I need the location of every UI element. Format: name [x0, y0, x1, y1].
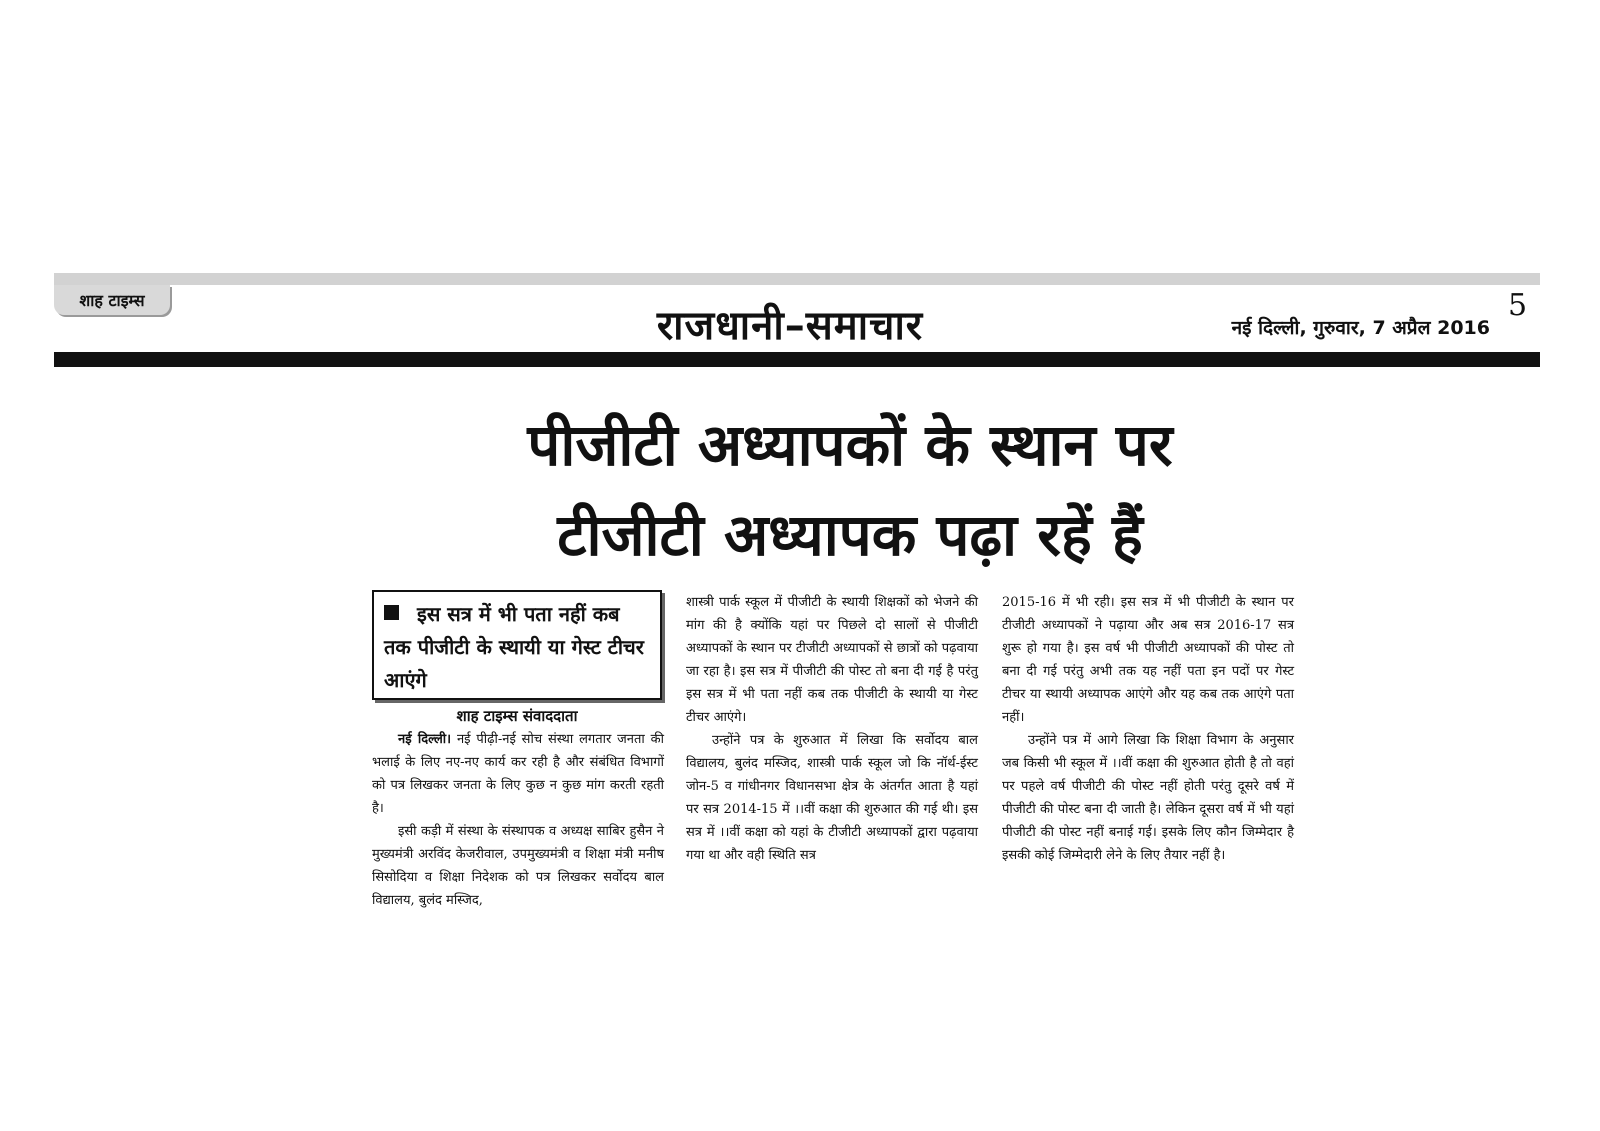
kicker-box [372, 590, 662, 700]
paragraph: शास्त्री पार्क स्कूल में पीजीटी के स्थायी शिक्षकों को भेजने की मांग की है क्योंकि यहां पर पिछले दो सालों से पीजीटी अध्यापकों के स्थान पर टीजीटी अध्यापकों से छात्रों को पढ़वाया जा रहा है। इस सत्र में पीजीटी की पोस्ट तो बना दी गई है परंतु इस सत्र में भी पता नहीं कब तक पीजीटी के स्थायी या गेस्ट टीचर आएंगे। [686, 595, 978, 725]
paragraph [372, 728, 664, 820]
brand-name: शाह टाइम्स [79, 291, 145, 310]
section-title: राजधानी–समाचार [656, 303, 924, 349]
paragraph: उन्होंने पत्र में आगे लिखा कि शिक्षा विभाग के अनुसार जब किसी भी स्कूल में ।।वीं कक्षा की शुरुआत होती है तो वहां पर पहले वर्ष पीजीटी की पोस्ट नहीं होती परंतु दूसरे वर्ष में पीजीटी की पोस्ट बना दी जाती है। लेकिन दूसरा वर्ष में भी यहां पीजीटी की पोस्ट नहीं बनाई गई। इसके लिए कौन जिम्मेदार है इसकी कोई जिम्मेदारी लेने के लिए तैयार नहीं है। [1002, 733, 1294, 863]
dateline: नई दिल्ली, गुरुवार, 7 अप्रैल 2016 [1231, 317, 1490, 339]
paragraph-text: नई पीढ़ी-नई सोच संस्था लगतार जनता की भलाई के लिए नए-नए कार्य कर रही है और संबंधित विभागों को पत्र लिखकर जनता के लिए कुछ न कुछ मांग करती रहती है। [372, 732, 664, 816]
byline: शाह टाइम्स संवाददाता [456, 707, 578, 725]
paragraph: उन्होंने पत्र के शुरुआत में लिखा कि सर्वोदय बाल विद्यालय, बुलंद मस्जिद, शास्त्री पार्क स्कूल जो कि नॉर्थ-ईस्ट जोन-5 व गांधीनगर विधानसभा क्षेत्र के अंतर्गत आता है यहां पर सत्र 2014-15 में ।।वीं कक्षा की शुरुआत की गई थी। इस सत्र में ।।वीं कक्षा को यहां के टीजीटी अध्यापकों द्वारा पढ़वाया गया था और वही स्थिति सत्र [686, 733, 978, 863]
paragraph: 2015-16 में भी रही। इस सत्र में भी पीजीटी के स्थान पर टीजीटी अध्यापकों ने पढ़ाया और अब सत्र 2016-17 सत्र शुरू हो गया है। इस वर्ष भी पीजीटी अध्यापकों की पोस्ट तो बना दी गई परंतु अभी तक यह नहीं पता इन पदों पर गेस्ट टीचर या स्थायी अध्यापक आएंगे और यह कब तक आएंगे पता नहीं। [1002, 595, 1294, 725]
headline-line-2: टीजीटी अध्यापक पढ़ा रहें हैं [557, 501, 1143, 569]
paragraph: इसी कड़ी में संस्था के संस्थापक व अध्यक्ष साबिर हुसैन ने मुख्यमंत्री अरविंद केजरीवाल, उपमुख्यमंत्री व शिक्षा मंत्री मनीष सिसोदिया व शिक्षा निदेशक को पत्र लिखकर सर्वोदय बाल विद्यालय, बुलंद मस्जिद, [372, 824, 664, 908]
article-column-2 [686, 591, 978, 867]
article-column-1 [372, 728, 664, 912]
page-number: 5 [1508, 288, 1528, 323]
dateline-lead: नई दिल्ली। [398, 732, 452, 747]
masthead-rule [54, 352, 1540, 367]
brand-tab [54, 285, 170, 315]
article-column-3 [1002, 591, 1294, 867]
headline-line-1: पीजीटी अध्यापकों के स्थान पर [527, 411, 1173, 479]
masthead-top-bar [54, 273, 1540, 285]
kicker-text: इस सत्र में भी पता नहीं कब तक पीजीटी के स्थायी या गेस्ट टीचर आएंगे [384, 602, 644, 692]
bullet-square-icon [384, 605, 399, 620]
article-headline [350, 400, 1350, 580]
